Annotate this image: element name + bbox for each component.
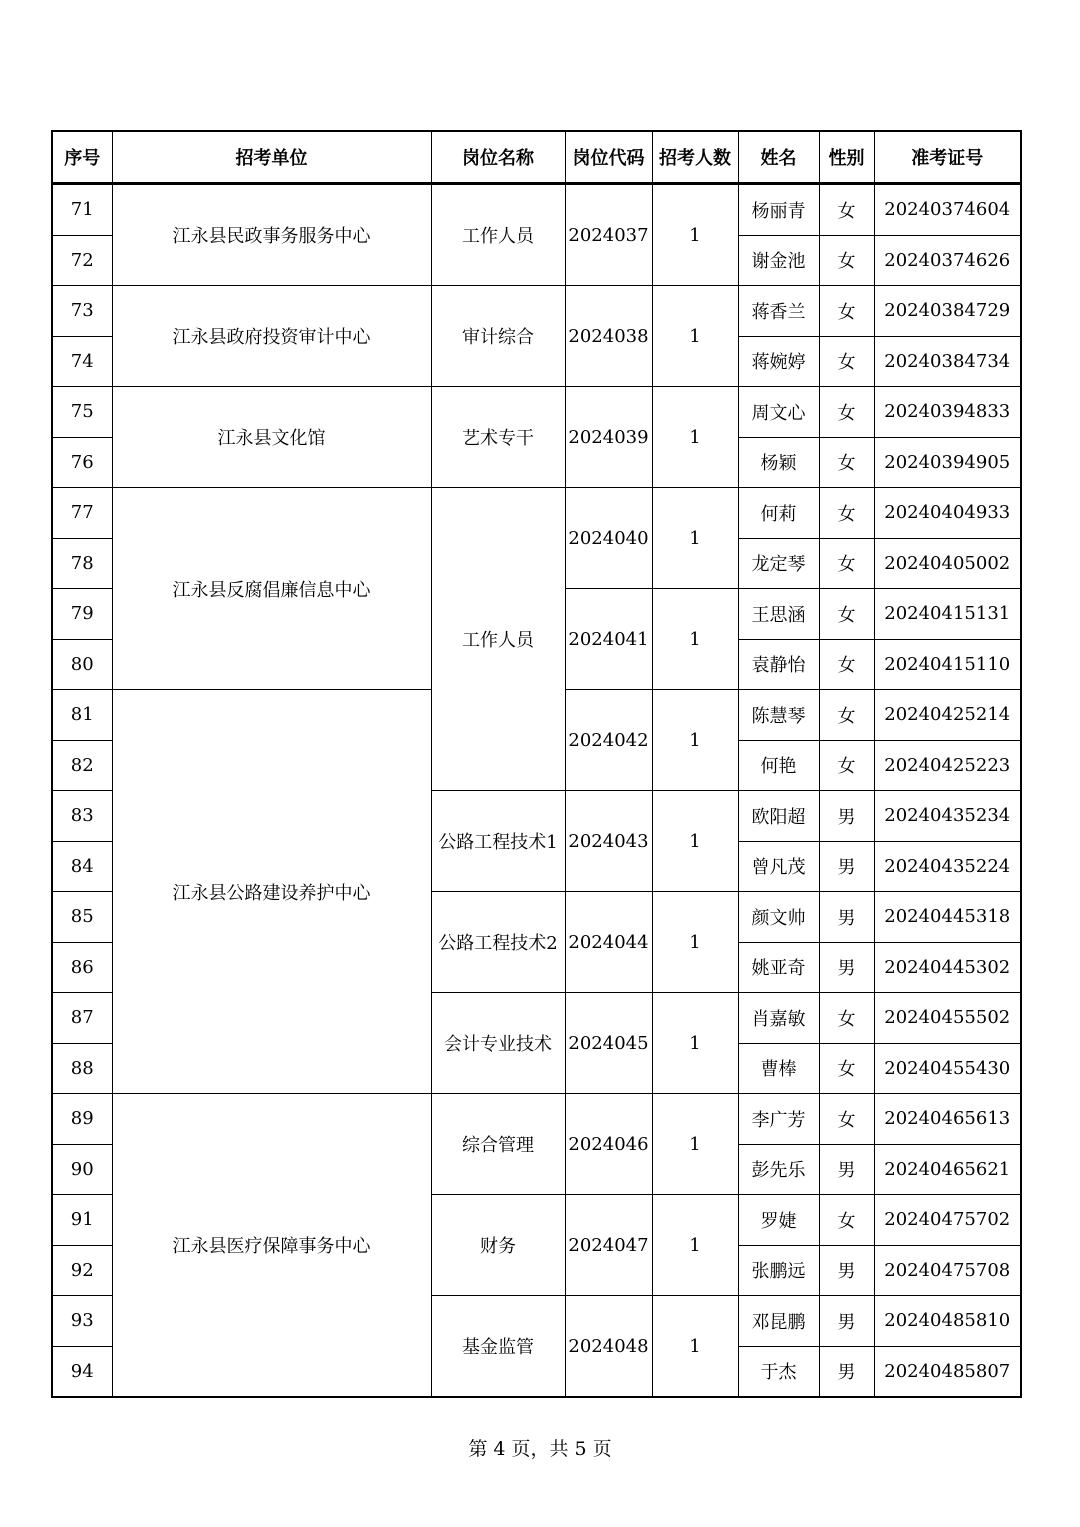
ticket-cell: 20240394905 [874, 437, 1021, 488]
header-unit: 招考单位 [112, 131, 431, 184]
seq-cell: 91 [52, 1195, 112, 1246]
code-cell: 2024048 [565, 1296, 652, 1398]
count-cell: 1 [652, 286, 738, 387]
count-cell: 1 [652, 184, 738, 286]
ticket-cell: 20240475708 [874, 1245, 1021, 1296]
gender-cell: 女 [819, 1094, 874, 1145]
header-gender: 性别 [819, 131, 874, 184]
seq-cell: 72 [52, 235, 112, 286]
header-code: 岗位代码 [565, 131, 652, 184]
seq-cell: 76 [52, 437, 112, 488]
count-cell: 1 [652, 791, 738, 892]
code-cell: 2024045 [565, 993, 652, 1094]
ticket-cell: 20240374626 [874, 235, 1021, 286]
ticket-cell: 20240384729 [874, 286, 1021, 337]
post-cell: 工作人员 [431, 488, 565, 791]
name-cell: 于杰 [738, 1346, 819, 1397]
header-seq: 序号 [52, 131, 112, 184]
ticket-cell: 20240445318 [874, 892, 1021, 943]
gender-cell: 男 [819, 1346, 874, 1397]
ticket-cell: 20240425223 [874, 740, 1021, 791]
table-row [52, 1094, 1021, 1145]
post-cell: 会计专业技术 [431, 993, 565, 1094]
name-cell: 颜文帅 [738, 892, 819, 943]
header-name: 姓名 [738, 131, 819, 184]
gender-cell: 女 [819, 993, 874, 1044]
gender-cell: 女 [819, 538, 874, 589]
name-cell: 邓昆鹏 [738, 1296, 819, 1347]
name-cell: 蒋香兰 [738, 286, 819, 337]
ticket-cell: 20240394833 [874, 387, 1021, 438]
ticket-cell: 20240415110 [874, 639, 1021, 690]
ticket-cell: 20240455502 [874, 993, 1021, 1044]
unit-cell: 江永县民政事务服务中心 [112, 184, 431, 286]
unit-cell: 江永县文化馆 [112, 387, 431, 488]
ticket-cell: 20240374604 [874, 184, 1021, 236]
count-cell: 1 [652, 1094, 738, 1195]
name-cell: 肖嘉敏 [738, 993, 819, 1044]
name-cell: 李广芳 [738, 1094, 819, 1145]
ticket-cell: 20240455430 [874, 1043, 1021, 1094]
post-cell: 审计综合 [431, 286, 565, 387]
ticket-cell: 20240384734 [874, 336, 1021, 387]
name-cell: 谢金池 [738, 235, 819, 286]
seq-cell: 85 [52, 892, 112, 943]
count-cell: 1 [652, 589, 738, 690]
post-cell: 综合管理 [431, 1094, 565, 1195]
ticket-cell: 20240465621 [874, 1144, 1021, 1195]
code-cell: 2024038 [565, 286, 652, 387]
count-cell: 1 [652, 387, 738, 488]
post-cell: 基金监管 [431, 1296, 565, 1398]
name-cell: 袁静怡 [738, 639, 819, 690]
gender-cell: 女 [819, 387, 874, 438]
gender-cell: 男 [819, 1296, 874, 1347]
count-cell: 1 [652, 993, 738, 1094]
code-cell: 2024042 [565, 690, 652, 791]
table-row [52, 387, 1021, 438]
ticket-cell: 20240485807 [874, 1346, 1021, 1397]
code-cell: 2024044 [565, 892, 652, 993]
ticket-cell: 20240435234 [874, 791, 1021, 842]
header-post: 岗位名称 [431, 131, 565, 184]
gender-cell: 男 [819, 1144, 874, 1195]
name-cell: 曾凡茂 [738, 841, 819, 892]
count-cell: 1 [652, 690, 738, 791]
ticket-cell: 20240445302 [874, 942, 1021, 993]
count-cell: 1 [652, 1195, 738, 1296]
ticket-cell: 20240415131 [874, 589, 1021, 640]
unit-cell: 江永县医疗保障事务中心 [112, 1094, 431, 1398]
admission-table [51, 130, 1022, 1398]
seq-cell: 82 [52, 740, 112, 791]
gender-cell: 男 [819, 841, 874, 892]
header-count: 招考人数 [652, 131, 738, 184]
name-cell: 龙定琴 [738, 538, 819, 589]
name-cell: 何莉 [738, 488, 819, 539]
ticket-cell: 20240475702 [874, 1195, 1021, 1246]
post-cell: 公路工程技术1 [431, 791, 565, 892]
ticket-cell: 20240485810 [874, 1296, 1021, 1347]
gender-cell: 女 [819, 286, 874, 337]
name-cell: 何艳 [738, 740, 819, 791]
post-cell: 公路工程技术2 [431, 892, 565, 993]
header-ticket: 准考证号 [874, 131, 1021, 184]
count-cell: 1 [652, 892, 738, 993]
gender-cell: 女 [819, 1195, 874, 1246]
table-row [52, 184, 1021, 236]
gender-cell: 男 [819, 892, 874, 943]
code-cell: 2024040 [565, 488, 652, 589]
seq-cell: 89 [52, 1094, 112, 1145]
seq-cell: 90 [52, 1144, 112, 1195]
ticket-cell: 20240425214 [874, 690, 1021, 741]
post-cell: 工作人员 [431, 184, 565, 286]
seq-cell: 88 [52, 1043, 112, 1094]
header-row [52, 131, 1021, 184]
post-cell: 艺术专干 [431, 387, 565, 488]
seq-cell: 83 [52, 791, 112, 842]
name-cell: 罗婕 [738, 1195, 819, 1246]
gender-cell: 女 [819, 184, 874, 236]
ticket-cell: 20240404933 [874, 488, 1021, 539]
unit-cell: 江永县政府投资审计中心 [112, 286, 431, 387]
seq-cell: 71 [52, 184, 112, 236]
table-row [52, 286, 1021, 337]
ticket-cell: 20240405002 [874, 538, 1021, 589]
page-number: 第 4 页，共 5 页 [468, 1438, 612, 1460]
seq-cell: 84 [52, 841, 112, 892]
name-cell: 蒋婉婷 [738, 336, 819, 387]
name-cell: 姚亚奇 [738, 942, 819, 993]
ticket-cell: 20240435224 [874, 841, 1021, 892]
gender-cell: 男 [819, 942, 874, 993]
code-cell: 2024041 [565, 589, 652, 690]
unit-cell: 江永县公路建设养护中心 [112, 690, 431, 1094]
gender-cell: 女 [819, 488, 874, 539]
seq-cell: 74 [52, 336, 112, 387]
name-cell: 王思涵 [738, 589, 819, 640]
code-cell: 2024039 [565, 387, 652, 488]
gender-cell: 女 [819, 235, 874, 286]
seq-cell: 81 [52, 690, 112, 741]
gender-cell: 女 [819, 639, 874, 690]
seq-cell: 80 [52, 639, 112, 690]
gender-cell: 女 [819, 336, 874, 387]
post-cell: 财务 [431, 1195, 565, 1296]
gender-cell: 女 [819, 690, 874, 741]
name-cell: 杨丽青 [738, 184, 819, 236]
seq-cell: 92 [52, 1245, 112, 1296]
seq-cell: 77 [52, 488, 112, 539]
name-cell: 陈慧琴 [738, 690, 819, 741]
code-cell: 2024046 [565, 1094, 652, 1195]
seq-cell: 75 [52, 387, 112, 438]
gender-cell: 女 [819, 740, 874, 791]
code-cell: 2024037 [565, 184, 652, 286]
name-cell: 张鹏远 [738, 1245, 819, 1296]
gender-cell: 男 [819, 791, 874, 842]
gender-cell: 女 [819, 1043, 874, 1094]
name-cell: 欧阳超 [738, 791, 819, 842]
code-cell: 2024043 [565, 791, 652, 892]
name-cell: 杨颖 [738, 437, 819, 488]
gender-cell: 女 [819, 589, 874, 640]
seq-cell: 93 [52, 1296, 112, 1347]
seq-cell: 87 [52, 993, 112, 1044]
ticket-cell: 20240465613 [874, 1094, 1021, 1145]
seq-cell: 94 [52, 1346, 112, 1397]
code-cell: 2024047 [565, 1195, 652, 1296]
seq-cell: 78 [52, 538, 112, 589]
count-cell: 1 [652, 1296, 738, 1398]
seq-cell: 86 [52, 942, 112, 993]
table-row [52, 488, 1021, 539]
name-cell: 周文心 [738, 387, 819, 438]
name-cell: 彭先乐 [738, 1144, 819, 1195]
gender-cell: 女 [819, 437, 874, 488]
gender-cell: 男 [819, 1245, 874, 1296]
unit-cell: 江永县反腐倡廉信息中心 [112, 488, 431, 690]
seq-cell: 79 [52, 589, 112, 640]
name-cell: 曹棒 [738, 1043, 819, 1094]
seq-cell: 73 [52, 286, 112, 337]
count-cell: 1 [652, 488, 738, 589]
